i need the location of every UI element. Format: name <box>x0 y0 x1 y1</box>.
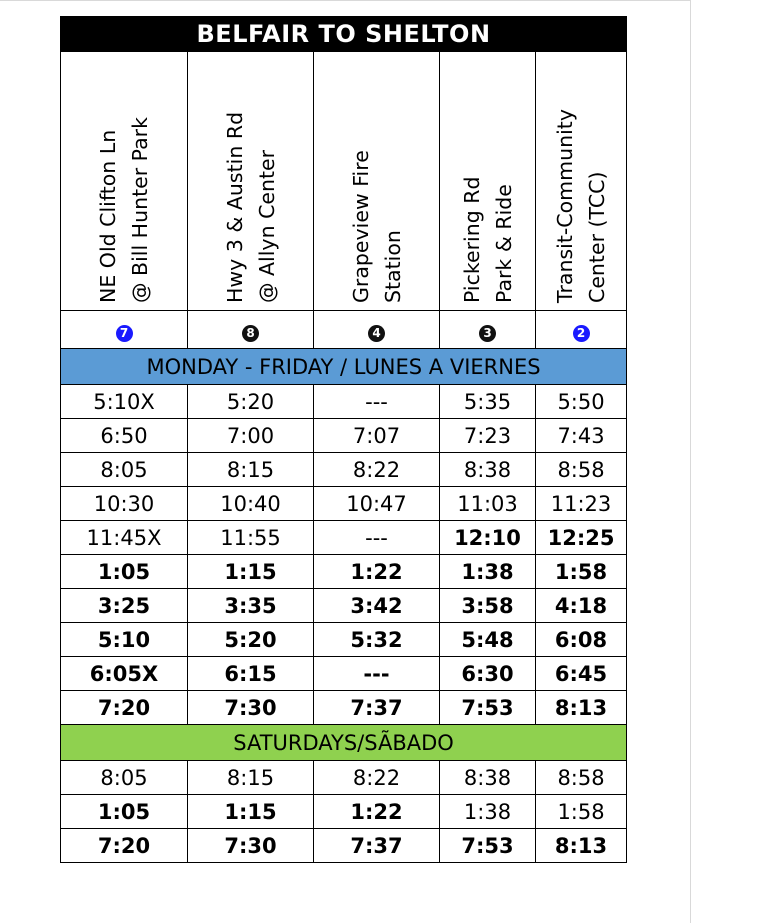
time-cell: 8:38 <box>440 761 536 795</box>
time-cell: 7:07 <box>314 419 440 453</box>
time-cell: 7:53 <box>440 829 536 863</box>
time-cell: 7:43 <box>536 419 627 453</box>
time-cell: 1:05 <box>61 555 188 589</box>
time-cell: 11:55 <box>188 521 314 555</box>
time-cell: 7:00 <box>188 419 314 453</box>
table-row <box>61 555 627 589</box>
time-cell: 4:18 <box>536 589 627 623</box>
time-cell: 5:35 <box>440 385 536 419</box>
stop-badge-cell-2 <box>188 311 314 349</box>
time-cell: 6:45 <box>536 657 627 691</box>
time-cell: 3:35 <box>188 589 314 623</box>
table-row <box>61 657 627 691</box>
time-cell: --- <box>314 521 440 555</box>
time-cell: 5:50 <box>536 385 627 419</box>
time-cell: 5:48 <box>440 623 536 657</box>
time-cell: 11:23 <box>536 487 627 521</box>
stop-badge-cell-1 <box>61 311 188 349</box>
time-cell: 1:22 <box>314 795 440 829</box>
page-border-right <box>690 0 691 923</box>
stop-name-line1: NE Old Clifton Ln <box>96 129 120 303</box>
section-header-saturday: SATURDAYS/SÃBADO <box>61 725 627 761</box>
time-cell: 11:45X <box>61 521 188 555</box>
stop-header-2 <box>188 52 314 311</box>
time-cell: 8:58 <box>536 761 627 795</box>
time-cell: 12:10 <box>440 521 536 555</box>
time-cell: 5:20 <box>188 623 314 657</box>
stop-badge-cell-5 <box>536 311 627 349</box>
time-cell: 10:40 <box>188 487 314 521</box>
time-cell: 8:15 <box>188 761 314 795</box>
time-cell: 8:13 <box>536 829 627 863</box>
stop-name-line2: Station <box>380 230 405 303</box>
time-cell: 6:05X <box>61 657 188 691</box>
time-cell: 8:58 <box>536 453 627 487</box>
time-cell: 1:22 <box>314 555 440 589</box>
time-cell: 8:22 <box>314 453 440 487</box>
time-cell: 5:32 <box>314 623 440 657</box>
page-border-top <box>0 0 690 1</box>
time-cell: 6:08 <box>536 623 627 657</box>
stop-name-line1: Grapeview Fire <box>348 150 373 303</box>
table-row <box>61 691 627 725</box>
time-cell: --- <box>314 657 440 691</box>
section-header-weekday: MONDAY - FRIDAY / LUNES A VIERNES <box>61 349 627 385</box>
table-row <box>61 521 627 555</box>
table-row <box>61 761 627 795</box>
stop-number-badge: 3 <box>479 325 496 342</box>
time-cell: 7:20 <box>61 691 188 725</box>
stop-name-line2: Park & Ride <box>491 184 516 303</box>
time-cell: 7:23 <box>440 419 536 453</box>
time-cell: 6:50 <box>61 419 188 453</box>
time-cell: 7:20 <box>61 829 188 863</box>
time-cell: 3:58 <box>440 589 536 623</box>
time-cell: 5:20 <box>188 385 314 419</box>
time-cell: 8:38 <box>440 453 536 487</box>
time-cell: 10:47 <box>314 487 440 521</box>
stop-name-line2: @ Allyn Center <box>254 149 279 303</box>
stop-number-badge: 7 <box>116 325 133 342</box>
timetable-title: BELFAIR TO SHELTON <box>61 17 627 52</box>
time-cell: 7:30 <box>188 691 314 725</box>
stop-number-badge: 4 <box>368 325 385 342</box>
stop-name-line2: Center (TCC) <box>585 171 610 303</box>
time-cell: 1:38 <box>440 795 536 829</box>
time-cell: 1:15 <box>188 555 314 589</box>
time-cell: 7:37 <box>314 829 440 863</box>
stop-badge-cell-4 <box>440 311 536 349</box>
time-cell: 1:38 <box>440 555 536 589</box>
stop-header-5 <box>536 52 627 311</box>
time-cell: 5:10X <box>61 385 188 419</box>
stop-number-badge: 8 <box>242 325 259 342</box>
table-row <box>61 623 627 657</box>
time-cell: --- <box>314 385 440 419</box>
stop-badge-cell-3 <box>314 311 440 349</box>
time-cell: 5:10 <box>61 623 188 657</box>
stop-name-line2: @ Bill Hunter Park <box>128 117 152 303</box>
time-cell: 8:22 <box>314 761 440 795</box>
stop-header-1 <box>61 52 188 311</box>
table-row <box>61 795 627 829</box>
time-cell: 1:58 <box>536 555 627 589</box>
stop-number-badge: 2 <box>573 325 590 342</box>
time-cell: 7:37 <box>314 691 440 725</box>
time-cell: 11:03 <box>440 487 536 521</box>
table-row <box>61 829 627 863</box>
time-cell: 7:53 <box>440 691 536 725</box>
time-cell: 8:15 <box>188 453 314 487</box>
time-cell: 12:25 <box>536 521 627 555</box>
time-cell: 1:05 <box>61 795 188 829</box>
table-row <box>61 453 627 487</box>
time-cell: 1:15 <box>188 795 314 829</box>
timetable <box>60 16 627 863</box>
table-row <box>61 419 627 453</box>
time-cell: 8:05 <box>61 453 188 487</box>
stop-header-3 <box>314 52 440 311</box>
time-cell: 1:58 <box>536 795 627 829</box>
time-cell: 7:30 <box>188 829 314 863</box>
time-cell: 6:15 <box>188 657 314 691</box>
stop-name-line1: Transit-Community <box>553 109 578 303</box>
time-cell: 6:30 <box>440 657 536 691</box>
stop-header-4 <box>440 52 536 311</box>
time-cell: 10:30 <box>61 487 188 521</box>
time-cell: 3:42 <box>314 589 440 623</box>
time-cell: 8:13 <box>536 691 627 725</box>
time-cell: 3:25 <box>61 589 188 623</box>
table-row <box>61 487 627 521</box>
table-row <box>61 589 627 623</box>
stop-name-line1: Hwy 3 & Austin Rd <box>222 111 247 303</box>
table-row <box>61 385 627 419</box>
stop-name-line1: Pickering Rd <box>459 176 484 303</box>
time-cell: 8:05 <box>61 761 188 795</box>
